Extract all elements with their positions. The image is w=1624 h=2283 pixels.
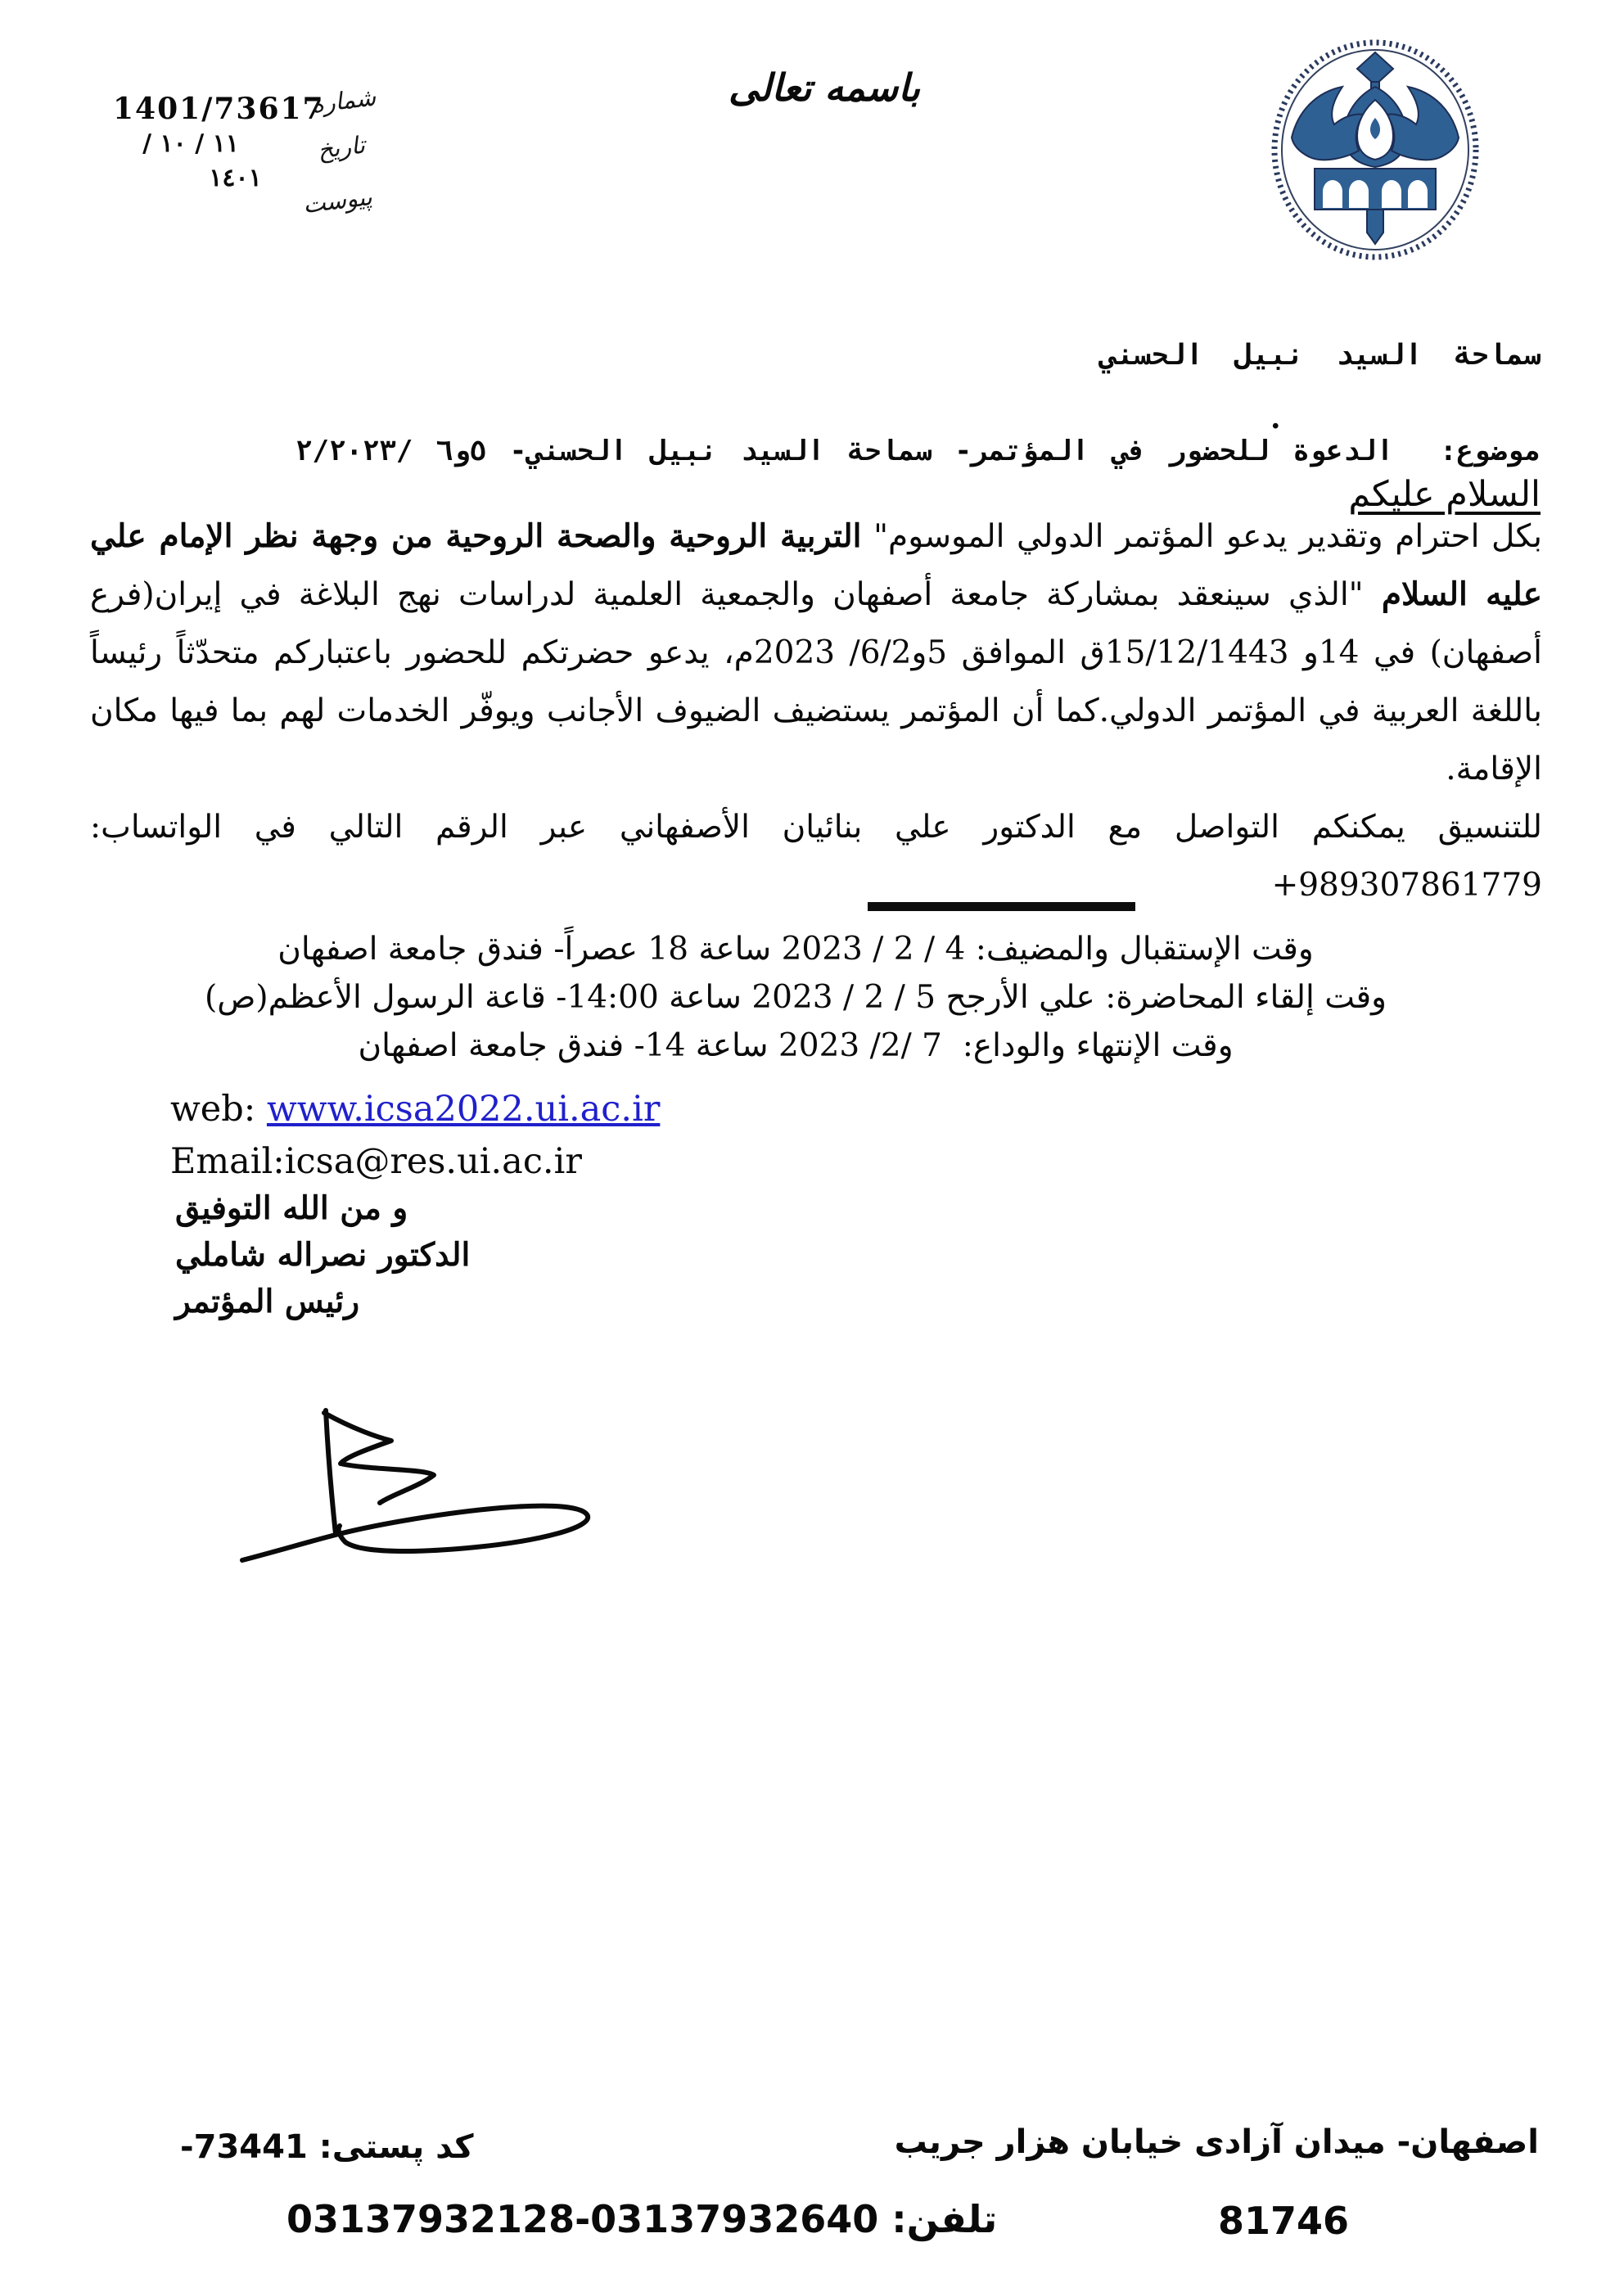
body-p1-lead: بكل احترام وتقدير يدعو المؤتمر الدولي الموسوم" bbox=[861, 518, 1542, 555]
number-label: شماره bbox=[309, 83, 377, 119]
signature-scribble bbox=[231, 1365, 656, 1585]
reference-number: 1401/73617 bbox=[113, 92, 325, 126]
signoff-closing: و من الله التوفيق bbox=[175, 1189, 408, 1227]
email-line: Email:icsa@res.ui.ac.ir bbox=[170, 1141, 582, 1182]
attachment-label: پیوست bbox=[301, 182, 374, 219]
footer-postal-code-2: 81746 bbox=[1218, 2199, 1350, 2243]
reference-date-year: ١٤٠١ bbox=[209, 164, 262, 192]
reference-date-day-month: ١١ / ١٠ / bbox=[142, 129, 239, 158]
footer-postal-code: كد پستى: 73441- bbox=[180, 2128, 474, 2166]
schedule-lecture-line: وقت إلقاء المحاضرة: علي الأرجح 5 / 2 / 2023 ساعة 14:00- قاعة الرسول الأعظم(ص) bbox=[205, 979, 1387, 1016]
body-p2-lead: للتنسيق يمكنكم التواصل مع الدكتور علي بنائيان الأصفهاني عبر الرقم التالي في الواتساب: bbox=[90, 809, 1542, 846]
university-of-isfahan-emblem-icon bbox=[1270, 38, 1480, 262]
schedule-reception-line: وقت الإستقبال والمضيف: 4 / 2 / 2023 ساعة 18 عصراً- فندق جامعة اصفهان bbox=[277, 931, 1314, 968]
signoff-block bbox=[175, 1185, 470, 1325]
web-label: web: bbox=[170, 1089, 267, 1130]
date-label: تاریخ bbox=[316, 130, 367, 165]
subject-line: موضوع: الدعوة للحضور في المؤتمر- سماحة السيد نبيل الحسني- ٥و٦ /٢/٢٠٢٣ bbox=[295, 435, 1541, 467]
schedule-departure-line: وقت الإنتهاء والوداع: 7 /2/ 2023 ساعة 14- فندق جامعة اصفهان bbox=[358, 1027, 1234, 1064]
body-conference-title-bold: التربية الروحية والصحة الروحية من وجهة نظر الإمام علي عليه السلام bbox=[90, 517, 1542, 613]
body-p1-rest: "الذي سينعقد بمشاركة جامعة أصفهان والجمعية العلمية لدراسات نهج البلاغة في إيران(فرع أصفهان) في 14و 15/12/1443ق الموافق 5و6/2/ 2023م، يدعو حضرتكم للحضور باعتباركم متحدّثاً رئيساً باللغة العربية في المؤتمر الدولي.كما أن المؤتمر يستضيف الضيوف الأجانب ويوفّر الخدمات لهم بما فيها مكان الإقامة. bbox=[90, 576, 1542, 787]
schedule-block bbox=[168, 925, 1423, 1070]
addressee-line: سماحة السيد نبيل الحسني bbox=[1099, 339, 1541, 372]
footer-address: اصفهان- ميدان آزادى خيابان هزار جريب bbox=[894, 2123, 1539, 2161]
section-divider bbox=[868, 902, 1135, 911]
body-paragraph-1 bbox=[90, 508, 1542, 798]
basmala-calligraphy: باسمه تعالی bbox=[729, 65, 920, 110]
signoff-name: الدكتور نصراله شاملي bbox=[175, 1236, 471, 1274]
whatsapp-number: +989307861779 bbox=[1271, 867, 1542, 904]
body-paragraph-2 bbox=[90, 798, 1542, 914]
web-line bbox=[170, 1089, 660, 1130]
signoff-title: رئيس المؤتمر bbox=[175, 1283, 360, 1320]
stray-period: . bbox=[1270, 401, 1281, 435]
letter-body bbox=[90, 508, 1542, 914]
footer-phone: تلفن: 03137932640-03137932128 bbox=[286, 2197, 998, 2241]
greeting-salam: السلام عليكم bbox=[1348, 474, 1541, 515]
conference-website-link[interactable]: www.icsa2022.ui.ac.ir bbox=[266, 1089, 661, 1130]
